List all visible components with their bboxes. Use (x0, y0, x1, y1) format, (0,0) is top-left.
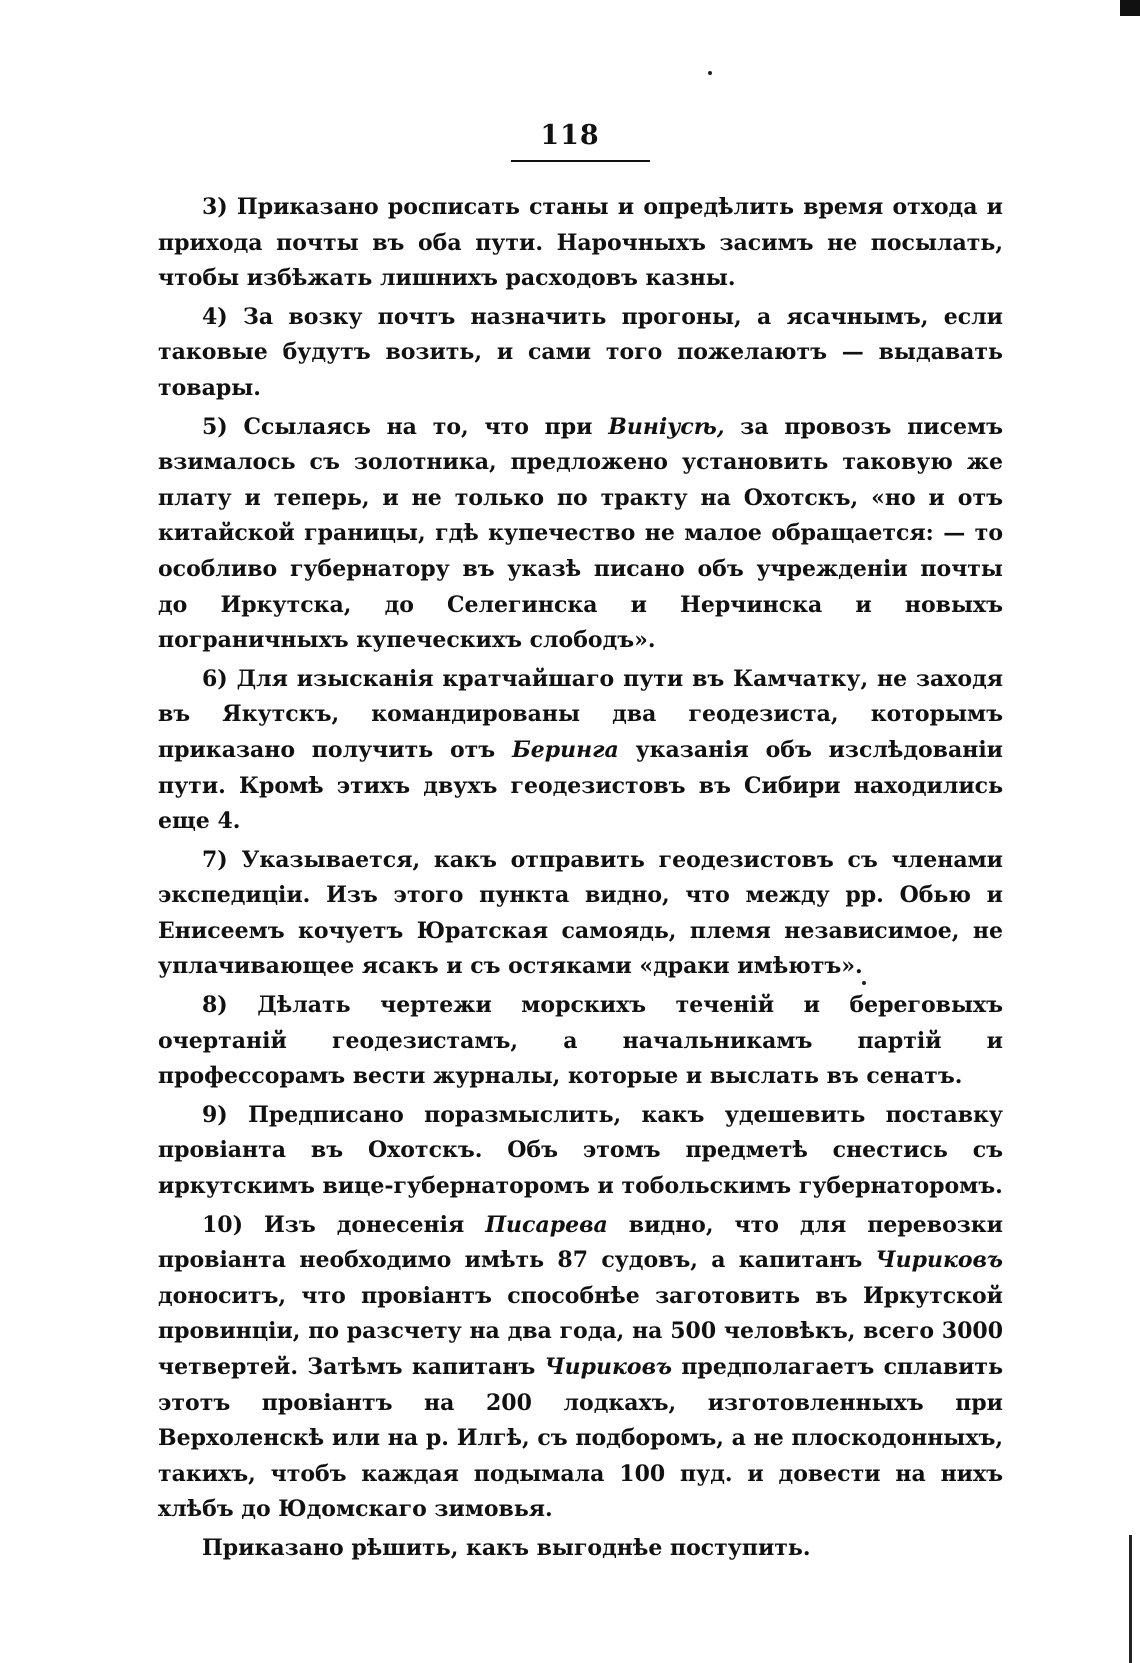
paragraph-3: 3) Приказано росписать станы и опредѣлить время отхода и прихода почты въ оба пути. Нарочныхъ засимъ не посылать, чтобы избѣжать лишнихъ расходовъ казны. (158, 194, 1003, 292)
paragraph-10-text-a: 10) Изъ донесенія (202, 1211, 486, 1238)
paragraph-10 (158, 1208, 1003, 1528)
paragraph-10-text-c: доноситъ, что провіантъ способнѣе заготовить въ Иркутской провинціи, по разсчету на два года, на 500 человѣкъ, всего 3000 четвертей. Затѣмъ капитанъ (158, 1282, 1003, 1380)
scan-edge-line (1129, 1535, 1132, 1663)
paragraph-6 (158, 662, 1003, 840)
page-number-rule (511, 160, 650, 162)
person-name-chirikov: Чириковъ (875, 1247, 1003, 1274)
paragraph-7: 7) Указывается, какъ отправить геодезистовъ съ членами экспедиціи. Изъ этого пункта видно, что между рр. Обью и Енисеемъ кочуетъ Юратская самоядь, племя независимое, не уплачивающее ясакъ и съ остяками «драки имѣютъ». (158, 846, 1003, 980)
paragraph-6-text-b: указанія объ изслѣдованіи пути. Кромѣ этихъ двухъ геодезистовъ въ Сибири находились еще 4. (158, 736, 1004, 835)
paragraph-conclusion: Приказано рѣшить, какъ выгоднѣе поступить. (202, 1534, 811, 1561)
body-text (158, 190, 1003, 1567)
person-name-bering: Беринга (511, 736, 619, 763)
paragraph-9: 9) Предписано поразмыслить, какъ удешевить поставку провіанта въ Охотскъ. Объ этомъ предметѣ снестись съ иркутскимъ вице-губернаторомъ и тобольскимъ губернаторомъ. (158, 1101, 1003, 1200)
person-name-pisarev: Писарева (485, 1211, 608, 1238)
paragraph-4: 4) За возку почтъ назначить прогоны, а ясачнымъ, если таковые будутъ возить, и сами того пожелаютъ — выдавать товары. (158, 303, 1003, 401)
paragraph-8: 8) Дѣлать чертежи морскихъ теченій и береговыхъ очертаній геодезистамъ, а начальникамъ партій и профессорамъ вести журналы, которые и выслать въ сенатъ. (158, 992, 1003, 1090)
scan-speck (708, 71, 712, 75)
paragraph-6-text-a: 6) Для изысканія кратчайшаго пути въ Камчатку, не заходя въ Якутскъ, командированы два геодезиста, которымъ приказано получить отъ (158, 665, 1003, 763)
page-number: 118 (540, 120, 600, 151)
person-name-chirikov: Чириковъ (544, 1354, 673, 1380)
scan-edge-mark (1120, 0, 1140, 16)
paragraph-5 (158, 410, 1003, 659)
person-name-vinius: Виніусѣ, (608, 413, 725, 440)
paragraph-5-text-b: за провозъ писемъ взималось съ золотника, предложено установить таковую же плату и теперь, и не только по тракту на Охотскъ, «но и отъ китайской границы, гдѣ купечество не малое обращается: — то особливо губернатору въ указѣ писано объ учрежденіи почты до Иркутска, до Селегинска и Нерчинска и новыхъ пограничныхъ купеческихъ слободъ». (158, 413, 1003, 654)
paragraph-5-text-a: 5) Ссылаясь на то, что при (202, 413, 609, 440)
paragraph-10-text-b: видно, что для перевозки провіанта необходимо имѣть 87 судовъ, а капитанъ (158, 1211, 1003, 1274)
paragraph-10-text-d: предполагаетъ сплавить этотъ провіантъ на 200 лодкахъ, изготовленныхъ при Верхоленскѣ или на р. Илгѣ, съ подборомъ, а не плоскодонныхъ, такихъ, чтобъ каждая подымала 100 пуд. и довести на нихъ хлѣбъ до Юдомскаго зимовья. (158, 1354, 1003, 1523)
